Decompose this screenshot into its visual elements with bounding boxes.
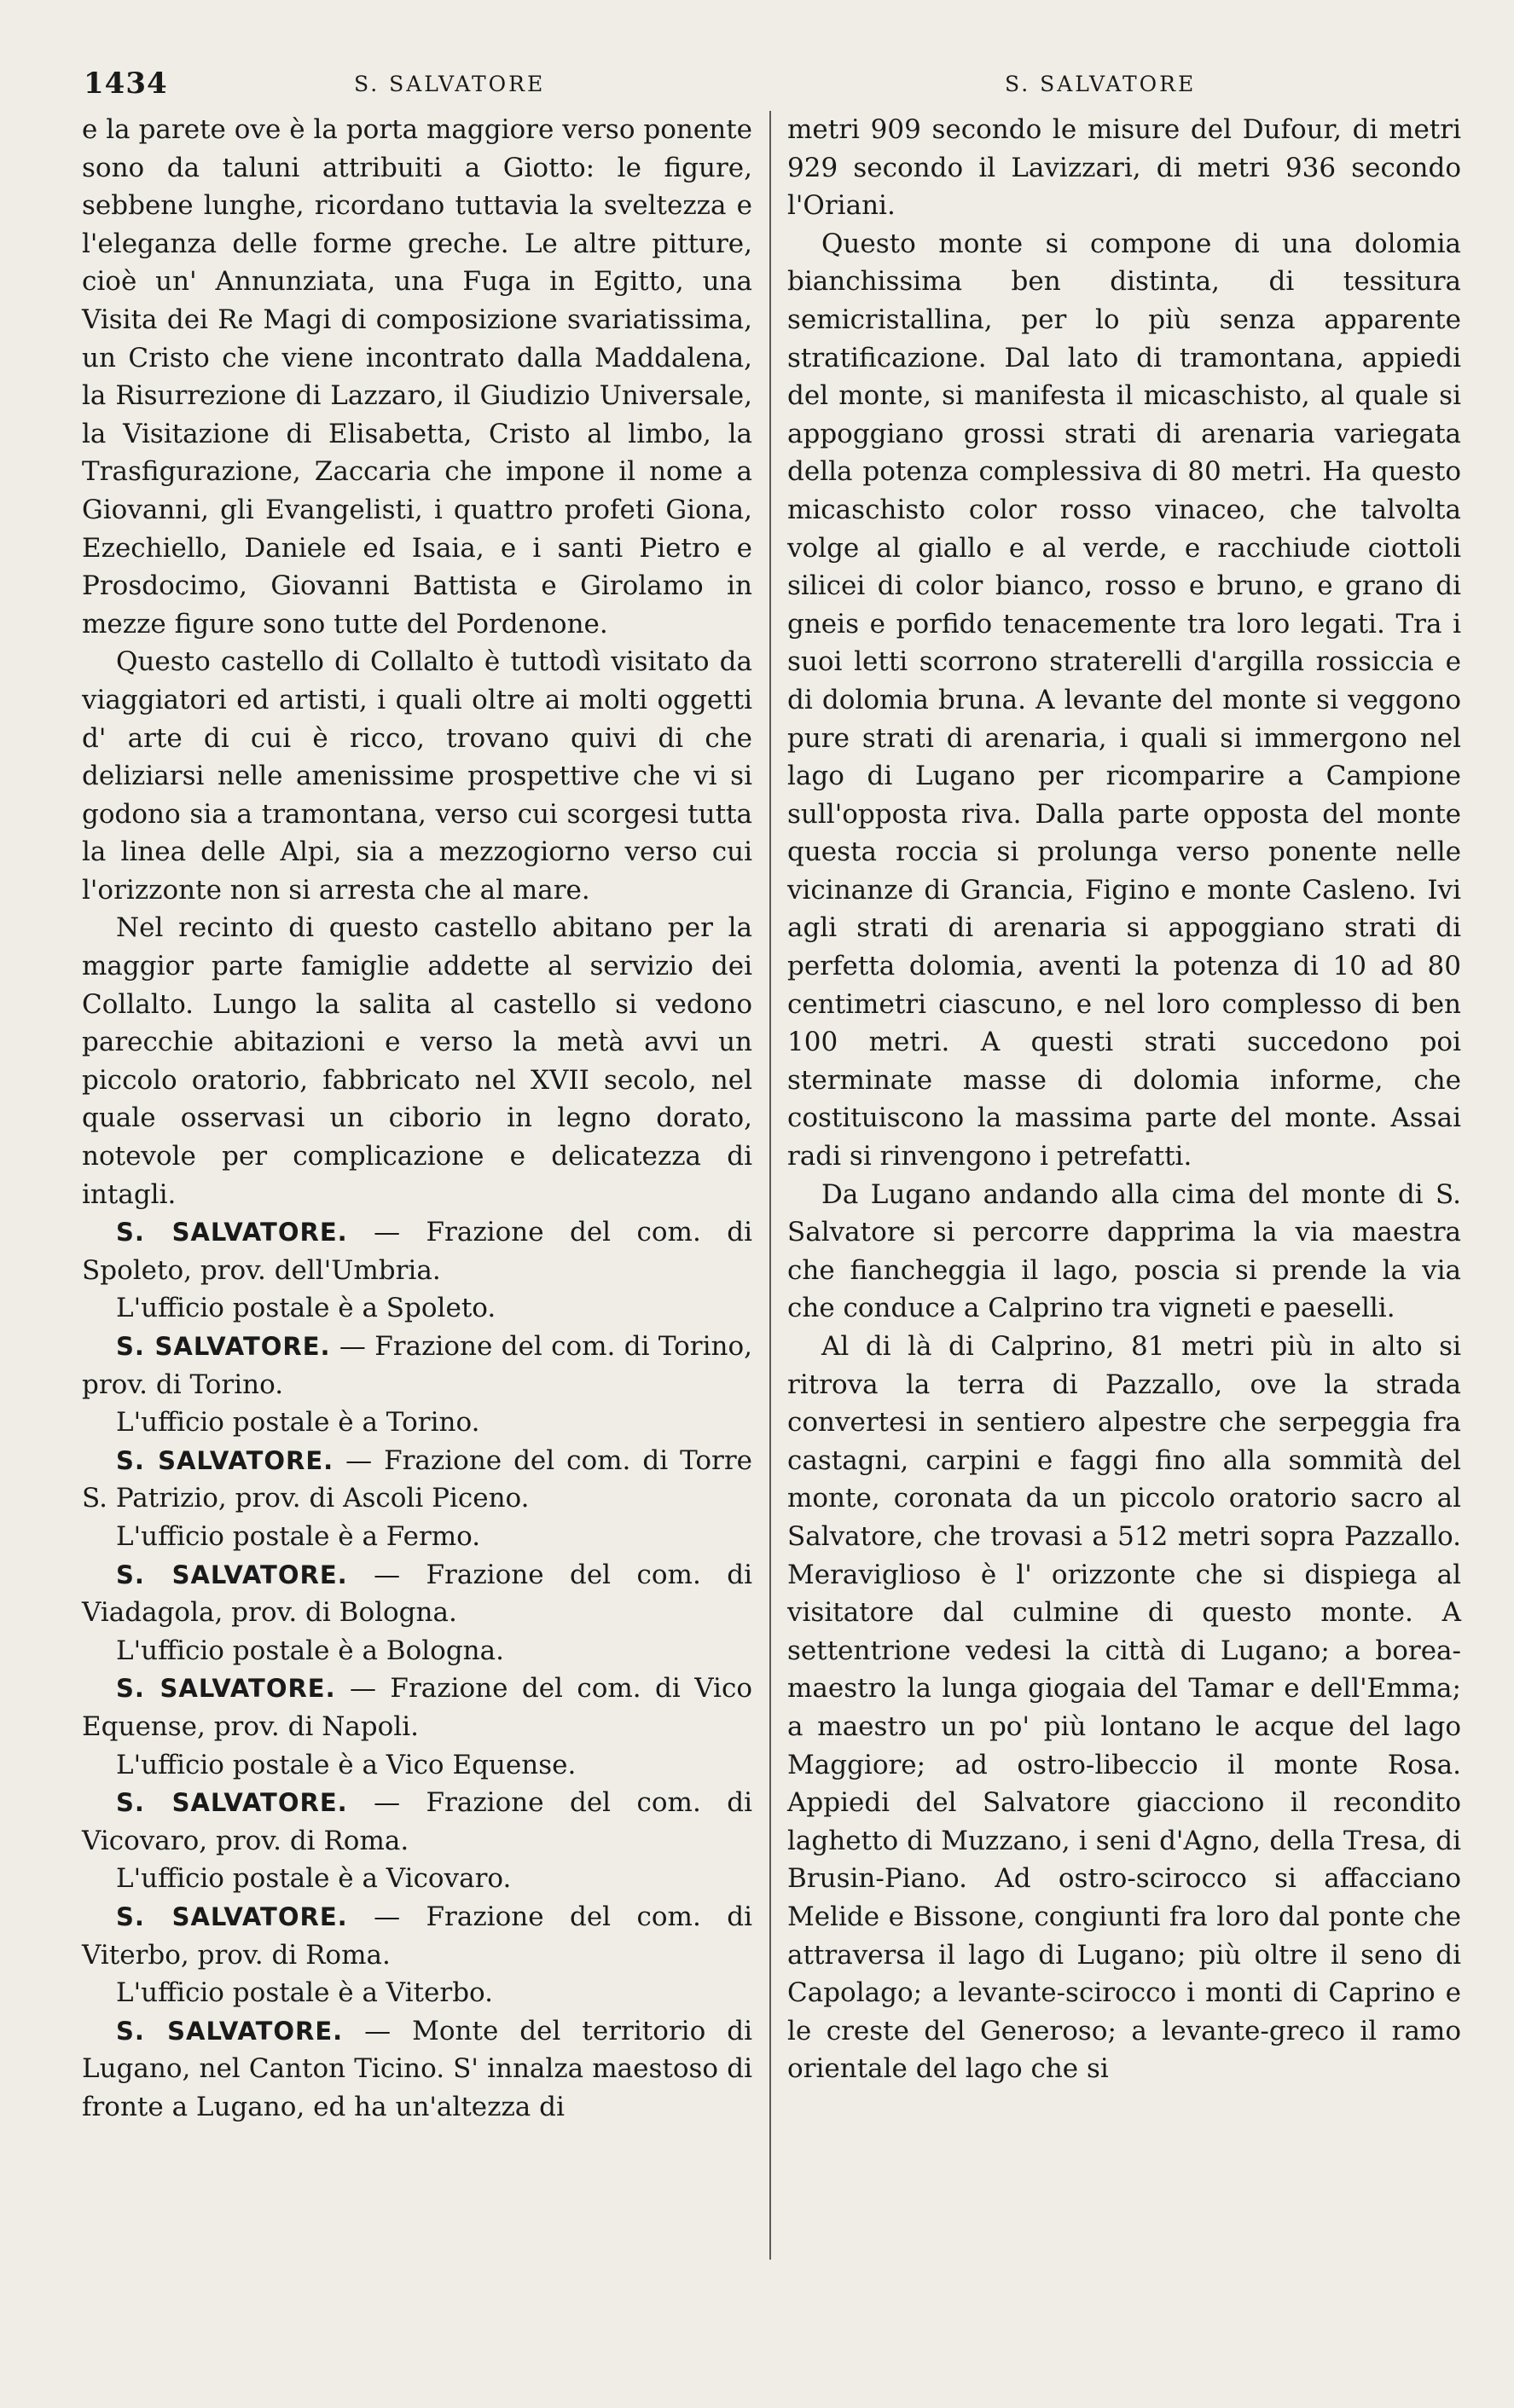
entry-title: S. SALVATORE.	[116, 1674, 336, 1704]
paragraph: L'ufficio postale è a Vico Equense.	[116, 1749, 577, 1780]
paragraph: Al di là di Calprino, 81 metri più in alto si ritrova la terra di Pazzallo, ove la strada convertesi in sentiero alpestre che serpeggia fra castagni, carpini e faggi fino alla sommità del monte, coronata da un piccolo oratorio sacro al Salvatore, che trovasi a 512 metri sopra Pazzallo. Meraviglioso è l' orizzonte che si dispiega al visitatore dal culmine di questo monte. A settentrione vedesi la città di Lugano; a borea-maestro la lunga giogaia del Tamar e dell'Emma; a maestro un po' più lontano le acque del lago Maggiore; ad ostro-libeccio il monte Rosa. Appiedi del Salvatore giacciono il recondito laghetto di Muzzano, i seni d'Agno, della Tresa, di Brusin-Piano. Ad ostro-scirocco si affacciano Melide e Bissone, congiunti fra loro dal ponte che attraversa il lago di Lugano; più oltre il seno di Capolago; a levante-scirocco i monti di Caprino e le creste del Generoso; a levante-greco il ramo orientale del lago che si	[787, 1331, 1461, 2085]
entry-text: — Frazione del com. di Torino, prov. di Torino.	[82, 1331, 752, 1400]
entry-title: S. SALVATORE.	[116, 1788, 348, 1818]
entry-title: S. SALVATORE.	[116, 1902, 348, 1931]
entry-text: — Frazione del com. di Spoleto, prov. dell'Umbria.	[82, 1217, 752, 1286]
left-column	[82, 111, 752, 2126]
gazetteer-entry	[82, 1784, 752, 1860]
gazetteer-entry	[82, 1213, 752, 1289]
running-head-right: S. SALVATORE	[1005, 72, 1197, 96]
paragraph: L'ufficio postale è a Vicovaro.	[116, 1863, 512, 1895]
entry-title: S. SALVATORE.	[116, 1218, 348, 1247]
paragraph: Questo castello di Collalto è tuttodì visitato da viaggiatori ed artisti, i quali oltre ai molti oggetti d' arte di cui è ricco, trovano quivi di che deliziarsi nelle amenissime prospettive che vi si godono sia a tramontana, verso cui scorgesi tutta la linea delle Alpi, sia a mezzogiorno verso cui l'orizzonte non si arresta che al mare.	[82, 646, 752, 906]
entry-text: — Frazione del com. di Viadagola, prov. di Bologna.	[82, 1559, 752, 1629]
gazetteer-entry	[82, 2012, 752, 2127]
paragraph: L'ufficio postale è a Torino.	[116, 1407, 480, 1438]
gazetteer-entry	[82, 1670, 752, 1745]
paragraph: Nel recinto di questo castello abitano per la maggior parte famiglie addette al servizio dei Collalto. Lungo la salita al castello si vedono parecchie abitazioni e verso la metà avvi un piccolo oratorio, fabbricato nel XVII secolo, nel quale osservasi un ciborio in legno dorato, notevole per complicazione e delicatezza di intagli.	[82, 912, 752, 1210]
gazetteer-entry	[82, 1442, 752, 1518]
entry-text: — Monte del territorio di Lugano, nel Canton Ticino. S' innalza maestoso di fronte a Lugano, ed ha un'altezza di	[82, 2015, 752, 2122]
paragraph: L'ufficio postale è a Fermo.	[116, 1520, 481, 1552]
gazetteer-entry	[82, 1556, 752, 1632]
right-column	[787, 111, 1461, 2088]
paragraph: metri 909 secondo le misure del Dufour, di metri 929 secondo il Lavizzari, di metri 936 secondo l'Oriani.	[787, 114, 1461, 222]
page-header	[0, 67, 1514, 109]
paragraph: e la parete ove è la porta maggiore verso ponente sono da taluni attribuiti a Giotto: le figure, sebbene lunghe, ricordano tuttavia la sveltezza e l'eleganza delle forme greche. Le altre pitture, cioè un' Annunziata, una Fuga in Egitto, una Visita dei Re Magi di composizione svariatissima, un Cristo che viene incontrato dalla Maddalena, la Risurrezione di Lazzaro, il Giudizio Universale, la Visitazione di Elisabetta, Cristo al limbo, la Trasfigurazione, Zaccaria che impone il nome a Giovanni, gli Evangelisti, i quattro profeti Giona, Ezechiello, Daniele ed Isaia, e i santi Pietro e Prosdocimo, Giovanni Battista e Girolamo in mezze figure sono tutte del Pordenone.	[82, 114, 752, 640]
entry-title: S. SALVATORE.	[116, 1445, 334, 1475]
column-divider	[769, 111, 771, 2260]
entry-text: — Frazione del com. di Viterbo, prov. di Roma.	[82, 1901, 752, 1971]
entry-title: S. SALVATORE.	[116, 2016, 344, 2046]
page-number: 1434	[84, 67, 168, 101]
paragraph: L'ufficio postale è a Spoleto.	[116, 1293, 496, 1324]
paragraph: L'ufficio postale è a Viterbo.	[116, 1977, 494, 2009]
running-head-left: S. SALVATORE	[354, 72, 546, 96]
entry-title: S. SALVATORE.	[116, 1560, 348, 1589]
entry-text: — Frazione del com. di Torre S. Patrizio, prov. di Ascoli Piceno.	[82, 1444, 753, 1514]
gazetteer-entry	[82, 1898, 752, 1974]
entry-text: — Frazione del com. di Vico Equense, prov. di Napoli.	[82, 1673, 752, 1742]
paragraph: L'ufficio postale è a Bologna.	[116, 1635, 504, 1666]
gazetteer-entry	[82, 1328, 752, 1404]
paragraph: Da Lugano andando alla cima del monte di S. Salvatore si percorre dapprima la via maestra che fiancheggia il lago, poscia si prende la via che conduce a Calprino tra vigneti e paeselli.	[787, 1178, 1461, 1324]
paragraph: Questo monte si compone di una dolomia bianchissima ben distinta, di tessitura semicristallina, per lo più senza apparente stratificazione. Dal lato di tramontana, appiedi del monte, si manifesta il micaschisto, al quale si appoggiano grossi strati di arenaria variegata della potenza complessiva di 80 metri. Ha questo micaschisto color rosso vinaceo, che talvolta volge al giallo e al verde, e racchiude ciottoli silicei di color bianco, rosso e bruno, e grano di gneis e porfido tenacemente tra loro legati. Tra i suoi letti scorrono straterelli d'argilla rossiccia e di dolomia bruna. A levante del monte si veggono pure strati di arenaria, i quali si immergono nel lago di Lugano per ricomparire a Campione sull'opposta riva. Dalla parte opposta del monte questa roccia si prolunga verso ponente nelle vicinanze di Grancia, Figino e monte Casleno. Ivi agli strati di arenaria si appoggiano strati di perfetta dolomia, aventi la potenza di 10 ad 80 centimetri ciascuno, e nel loro complesso di ben 100 metri. A questi strati succedono poi sterminate masse di dolomia informe, che costituiscono la massima parte del monte. Assai radi si rinvengono i petrefatti.	[787, 228, 1461, 1172]
entry-title: S. SALVATORE.	[116, 1332, 331, 1361]
entry-text: — Frazione del com. di Vicovaro, prov. di Roma.	[82, 1787, 752, 1856]
